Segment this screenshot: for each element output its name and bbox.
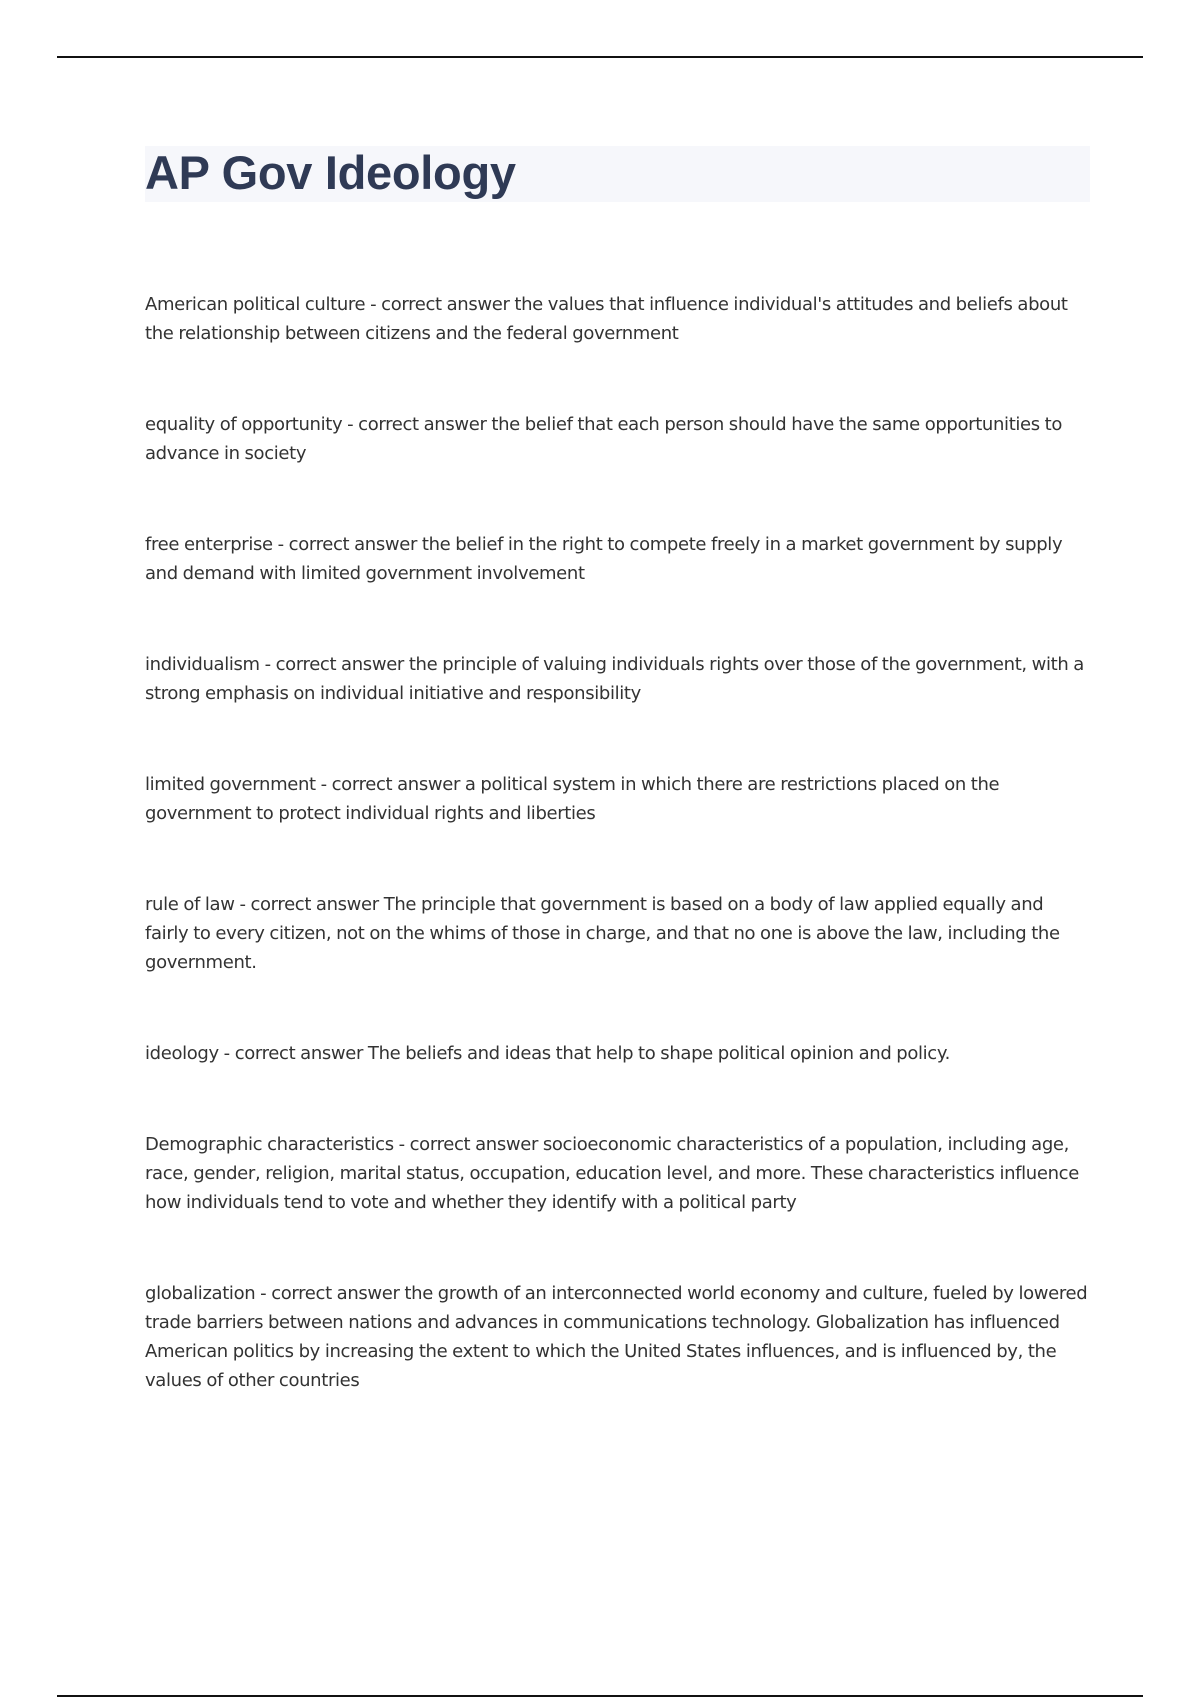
entry-globalization: globalization - correct answer the growth of an interconnected world economy and culture, fueled by lowered trade barriers between nations and advances in communications technology. Globalization has influenced American politics by increasing the extent to which the United States influences, and is influenced by, the values of other countries <box>145 1283 1088 1391</box>
entry-individualism: individualism - correct answer the principle of valuing individuals rights over those of the government, with a strong emphasis on individual initiative and responsibility <box>145 654 1084 704</box>
document-title: AP Gov Ideology <box>145 146 516 199</box>
entry-list <box>145 290 1090 1395</box>
entry-rule-of-law: rule of law - correct answer The principle that government is based on a body of law applied equally and fairly to every citizen, not on the whims of those in charge, and that no one is above the law, including the government. <box>145 894 1060 973</box>
entry-free-enterprise: free enterprise - correct answer the belief in the right to compete freely in a market government by supply and demand with limited government involvement <box>145 534 1063 584</box>
entry-equality-of-opportunity: equality of opportunity - correct answer the belief that each person should have the same opportunities to advance in society <box>145 414 1063 464</box>
entry-ideology: ideology - correct answer The beliefs and ideas that help to shape political opinion and policy. <box>145 1043 950 1064</box>
entry-limited-government: limited government - correct answer a political system in which there are restrictions placed on the government to protect individual rights and liberties <box>145 774 1000 824</box>
entry-demographic-characteristics: Demographic characteristics - correct answer socioeconomic characteristics of a population, including age, race, gender, religion, marital status, occupation, education level, and more. These characteristics influence how individuals tend to vote and whether they identify with a political party <box>145 1134 1079 1213</box>
bottom-rule <box>57 1695 1143 1697</box>
entry-american-political-culture: American political culture - correct answer the values that influence individual's attitudes and beliefs about the relationship between citizens and the federal government <box>145 294 1068 344</box>
top-rule <box>57 56 1143 58</box>
